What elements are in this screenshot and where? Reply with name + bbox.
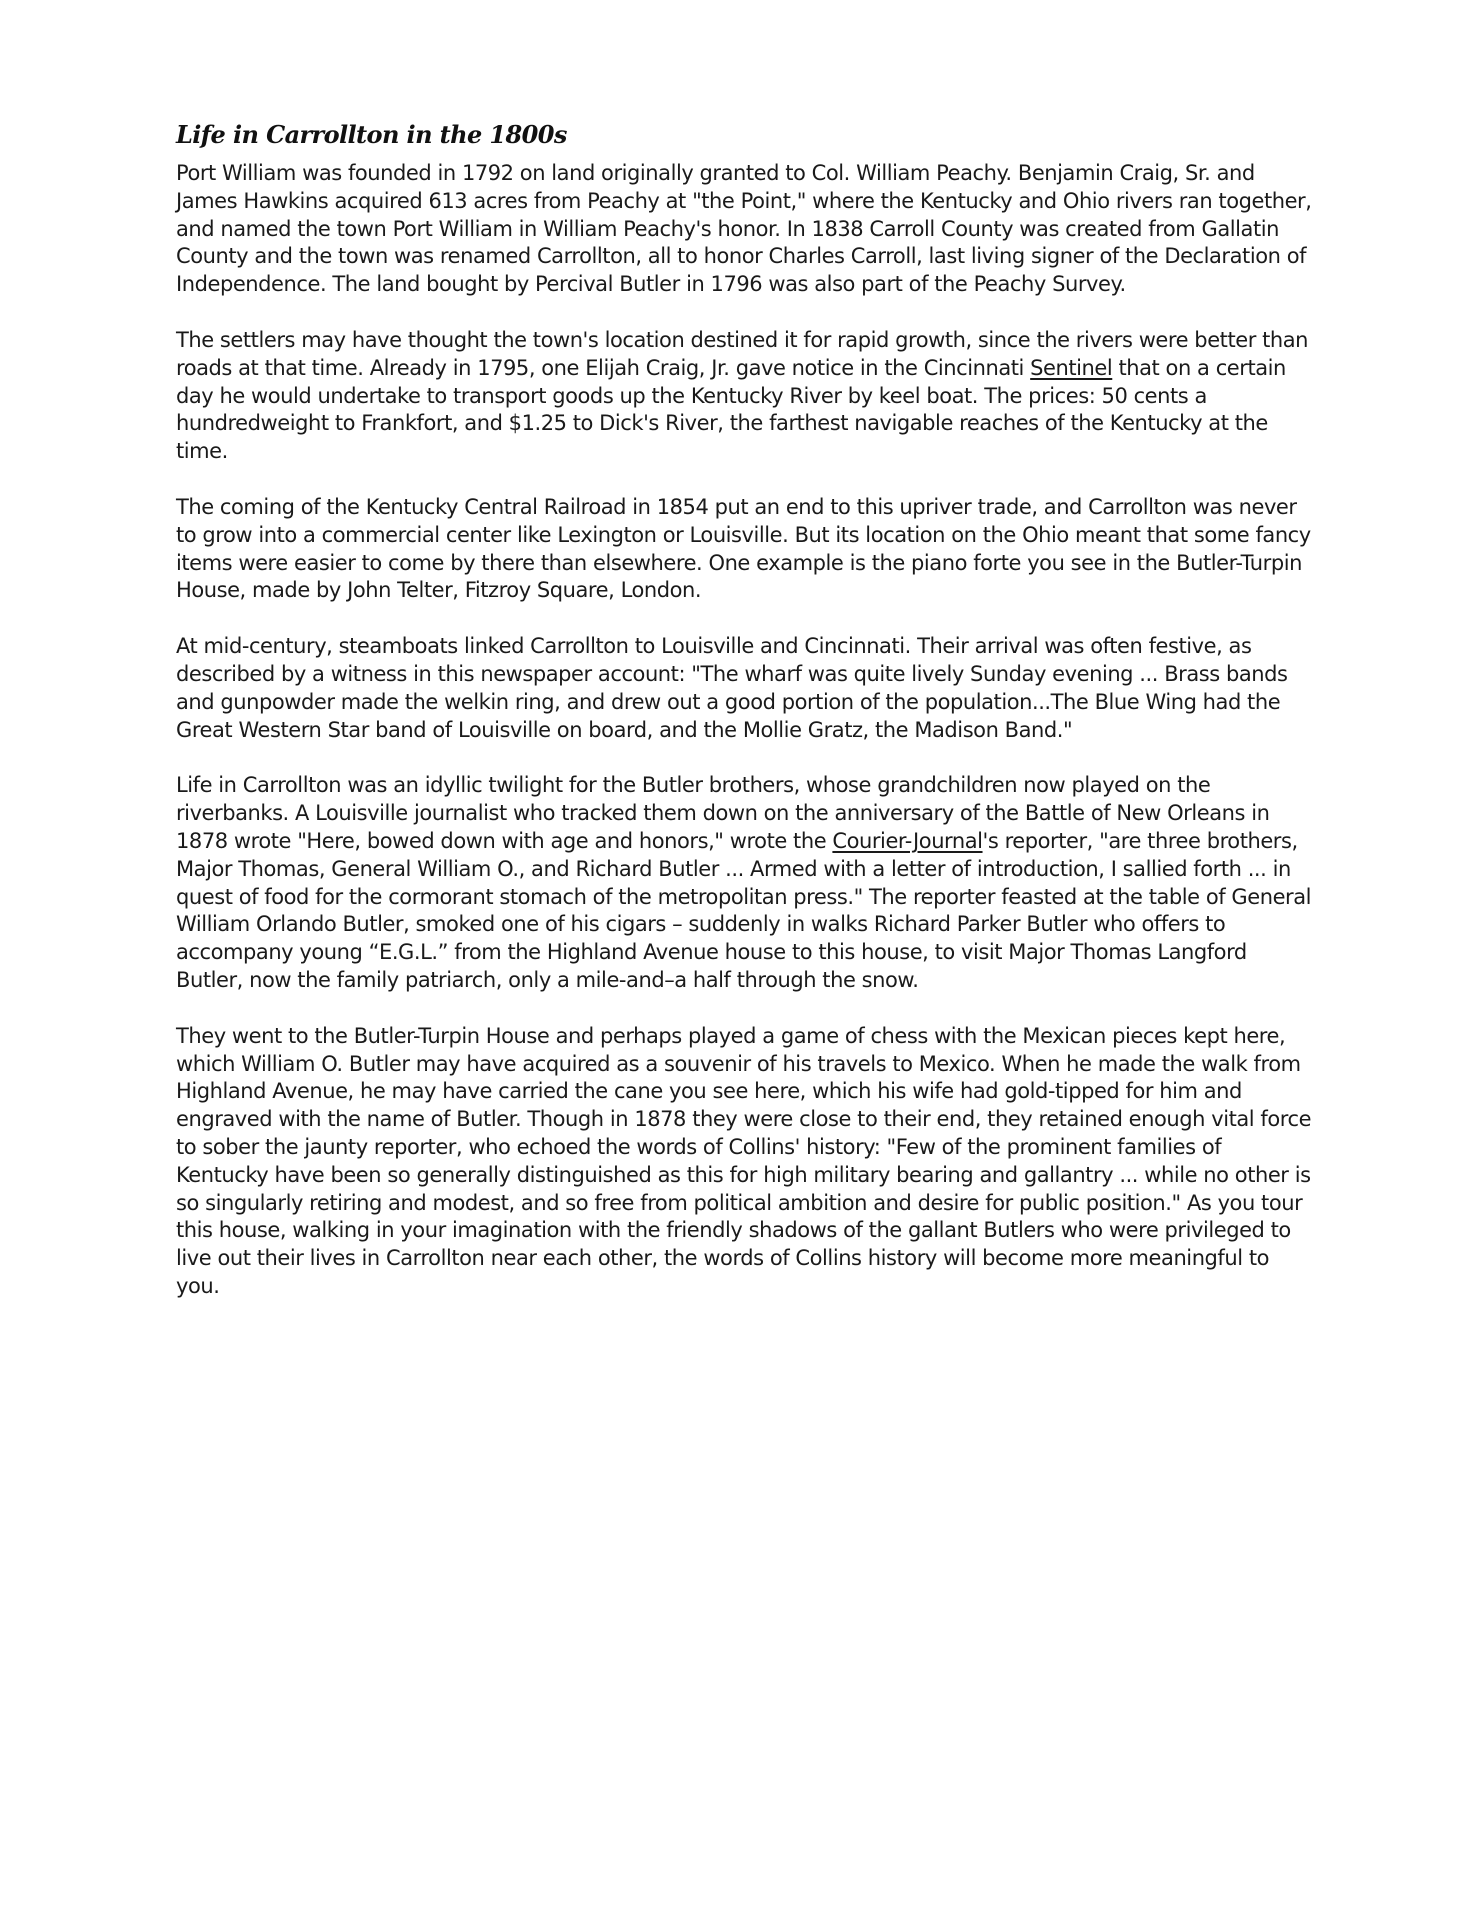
paragraph-steamboats: At mid-century, steamboats linked Carrollton to Louisville and Cincinnati. Their arrival was often festive, as described by a witness in this newspaper account: "The wharf was quite lively Sunday evening ... Brass bands and gunpowder made the welkin ring, and drew out a good portion of the population...The Blue Wing had the Great Western Star band of Louisville on board, and the Mollie Gratz, the Madison Band." [176, 634, 1288, 742]
paragraph-railroad: The coming of the Kentucky Central Railroad in 1854 put an end to this upriver trade, and Carrollton was never to grow into a commercial center like Lexington or Louisville. But its location on the Ohio meant that some fancy items were easier to come by there than elsewhere. One example is the piano forte you see in the Butler-Turpin House, made by John Telter, Fitzroy Square, London. [176, 494, 1311, 603]
document-body [176, 120, 1316, 1329]
paragraph-butler-text-a: Life in Carrollton was an idyllic twilight for the Butler brothers, whose grandchildren now played on the riverbanks. A Louisville journalist who tracked them down on the anniversary of the Battle of New Orleans in 1878 wrote "Here, bowed down with age and honors," wrote the [176, 773, 1270, 853]
paragraph-butler-brothers [176, 772, 1316, 994]
page-title: Life in Carrollton in the 1800s [176, 120, 567, 149]
paragraph-settlers-text-b: that on a certain day he would undertake to transport goods up the Kentucky River by keel boat. The prices: 50 cents a hundredweight to Frankfort, and $1.25 to Dick's River, the farthest navigable reaches of the Kentucky at the time. [176, 355, 1286, 464]
sentinel-title: Sentinel [1030, 355, 1113, 380]
paragraph-port-william: Port William was founded in 1792 on land originally granted to Col. William Peachy. Benjamin Craig, Sr. and James Hawkins acquired 613 acres from Peachy at "the Point," where the Kentucky and Ohio rivers ran together, and named the town Port William in William Peachy's honor. In 1838 Carroll County was created from Gallatin County and the town was renamed Carrollton, all to honor Charles Carroll, last living signer of the Declaration of Independence. The land bought by Percival Butler in 1796 was also part of the Peachy Survey. [176, 161, 1312, 297]
paragraph-settlers-text-a: The settlers may have thought the town's location destined it for rapid growth, since the rivers were better than roads at that time. Already in 1795, one Elijah Craig, Jr. gave notice in the Cincinnati [176, 327, 1309, 380]
courier-journal-title: Courier-Journal [832, 828, 983, 853]
paragraph-butler-turpin-house: They went to the Butler-Turpin House and perhaps played a game of chess with the Mexican pieces kept here, which William O. Butler may have acquired as a souvenir of his travels to Mexico. When he made the walk from Highland Avenue, he may have carried the cane you see here, which his wife had gold-tipped for him and engraved with the name of Butler. Though in 1878 they were close to their end, they retained enough vital force to sober the jaunty reporter, who echoed the words of Collins' history: "Few of the prominent families of Kentucky have been so generally distinguished as this for high military bearing and gallantry ... while no other is so singularly retiring and modest, and so free from political ambition and desire for public position." As you tour this house, walking in your imagination with the friendly shadows of the gallant Butlers who were privileged to live out their lives in Carrollton near each other, the words of Collins history will become more meaningful to you. [176, 1023, 1312, 1298]
paragraph-settlers [176, 327, 1316, 466]
paragraph-butler-text-b: 's reporter, "are three brothers, Major Thomas, General William O., and Richard Butler ... Armed with a letter of introduction, I sallied forth ... in quest of food for the cormorant stomach of the metropolitan press." The reporter feasted at the table of General William Orlando Butler, smoked one of his cigars – suddenly in walks Richard Parker Butler who offers to accompany young “E.G.L.” from the Highland Avenue house to this house, to visit Major Thomas Langford Butler, now the family patriarch, only a mile-and–a half through the snow. [176, 828, 1312, 992]
